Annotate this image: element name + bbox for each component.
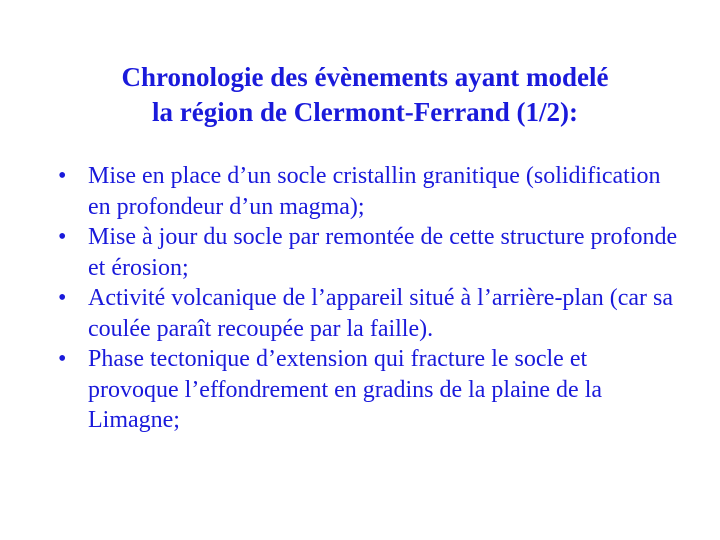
bullet-point-icon: • <box>58 224 67 250</box>
bullet-point-icon: • <box>58 346 67 372</box>
slide-title <box>40 60 690 130</box>
bullet-text: Mise à jour du socle par remontée de cette structure profonde et érosion; <box>88 224 678 281</box>
bullet-point-icon: • <box>58 163 67 189</box>
bullet-text: Activité volcanique de l’appareil situé à l’arrière-plan (car sa coulée paraît recoupée par la faille). <box>88 285 674 342</box>
bullet-item <box>58 283 678 344</box>
slide-title-line-1: Chronologie des évènements ayant modelé <box>121 62 609 92</box>
bullet-item <box>58 222 678 283</box>
bullet-text: Mise en place d’un socle cristallin granitique (solidification en profondeur d’un magma); <box>88 163 661 220</box>
slide-title-line-2: la région de Clermont-Ferrand (1/2): <box>152 97 578 127</box>
bullet-item <box>58 344 678 436</box>
bullet-list <box>58 161 678 436</box>
bullet-point-icon: • <box>58 285 67 311</box>
bullet-item <box>58 161 678 222</box>
bullet-text: Phase tectonique d’extension qui fracture le socle et provoque l’effondrement en gradins de la plaine de la Limagne; <box>88 346 603 433</box>
